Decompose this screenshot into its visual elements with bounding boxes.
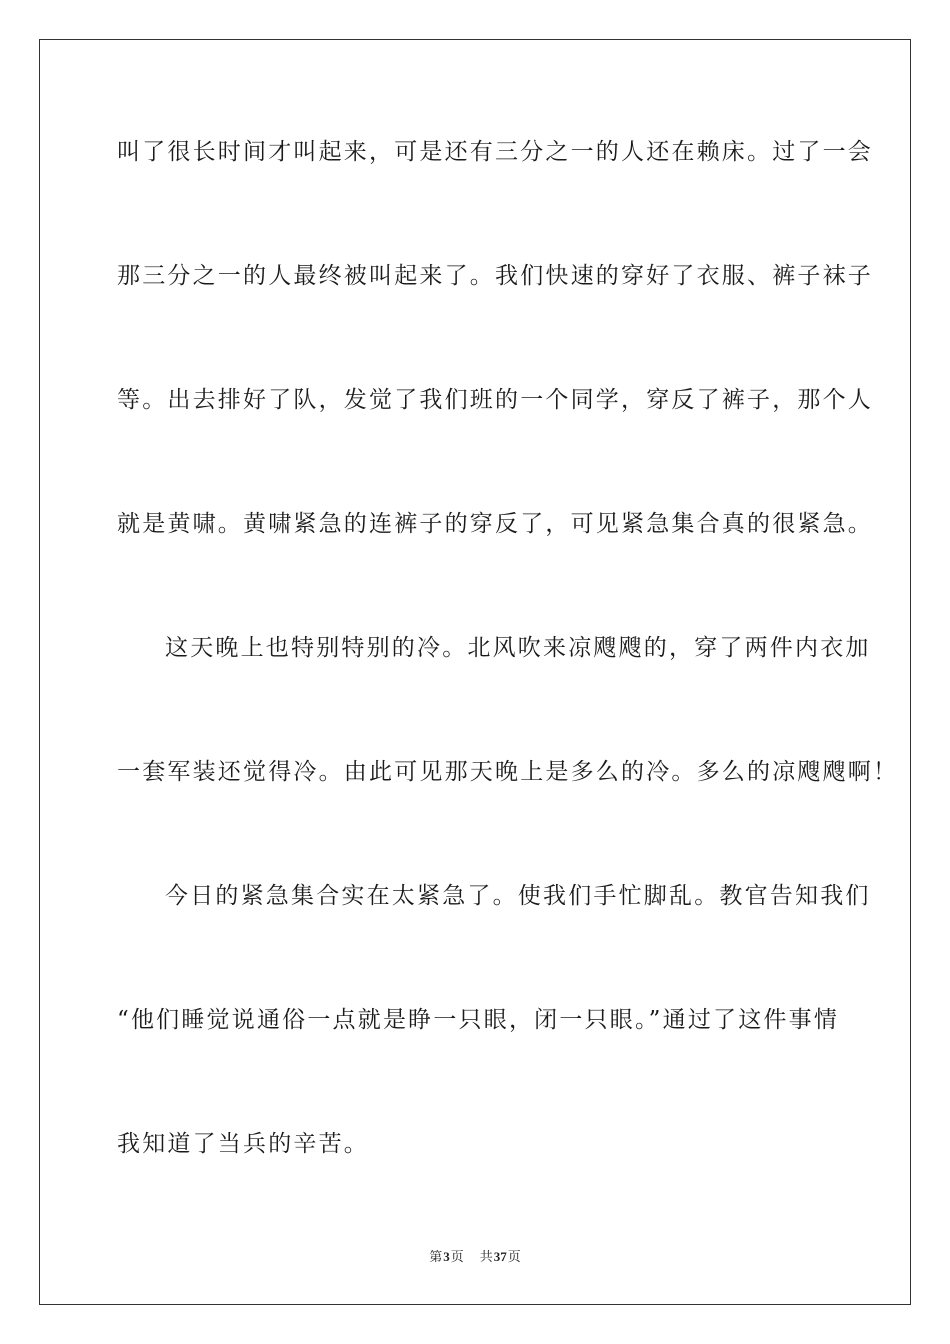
text-line-7: 今日的紧急集合实在太紧急了。使我们手忙脚乱。教官告知我们 <box>165 883 871 909</box>
total-suffix: 页 <box>507 1250 521 1265</box>
text-line-1: 叫了很长时间才叫起来，可是还有三分之一的人还在赖床。过了一会 <box>117 139 873 165</box>
page-number: 3 <box>443 1249 450 1264</box>
total-pages: 37 <box>493 1249 507 1264</box>
text-line-2: 那三分之一的人最终被叫起来了。我们快速的穿好了衣服、裤子袜子 <box>117 263 873 289</box>
body-text <box>117 124 899 1240</box>
total-prefix: 共 <box>479 1250 493 1265</box>
text-line-8: “他们睡觉说通俗一点就是睁一只眼，闭一只眼。”通过了这件事情 <box>117 1007 840 1033</box>
text-line-3: 等。出去排好了队，发觉了我们班的一个同学，穿反了裤子，那个人 <box>117 387 873 413</box>
text-line-9: 我知道了当兵的辛苦。 <box>117 1131 369 1157</box>
text-line-6: 一套军装还觉得冷。由此可见那天晚上是多么的冷。多么的凉飕飕啊！ <box>117 759 899 785</box>
page-suffix: 页 <box>450 1250 464 1265</box>
text-line-4: 就是黄啸。黄啸紧急的连裤子的穿反了，可见紧急集合真的很紧急。 <box>117 511 873 537</box>
page-prefix: 第 <box>429 1250 443 1265</box>
page-footer <box>0 1247 950 1268</box>
text-line-5: 这天晚上也特别特别的冷。北风吹来凉飕飕的，穿了两件内衣加 <box>165 635 871 661</box>
